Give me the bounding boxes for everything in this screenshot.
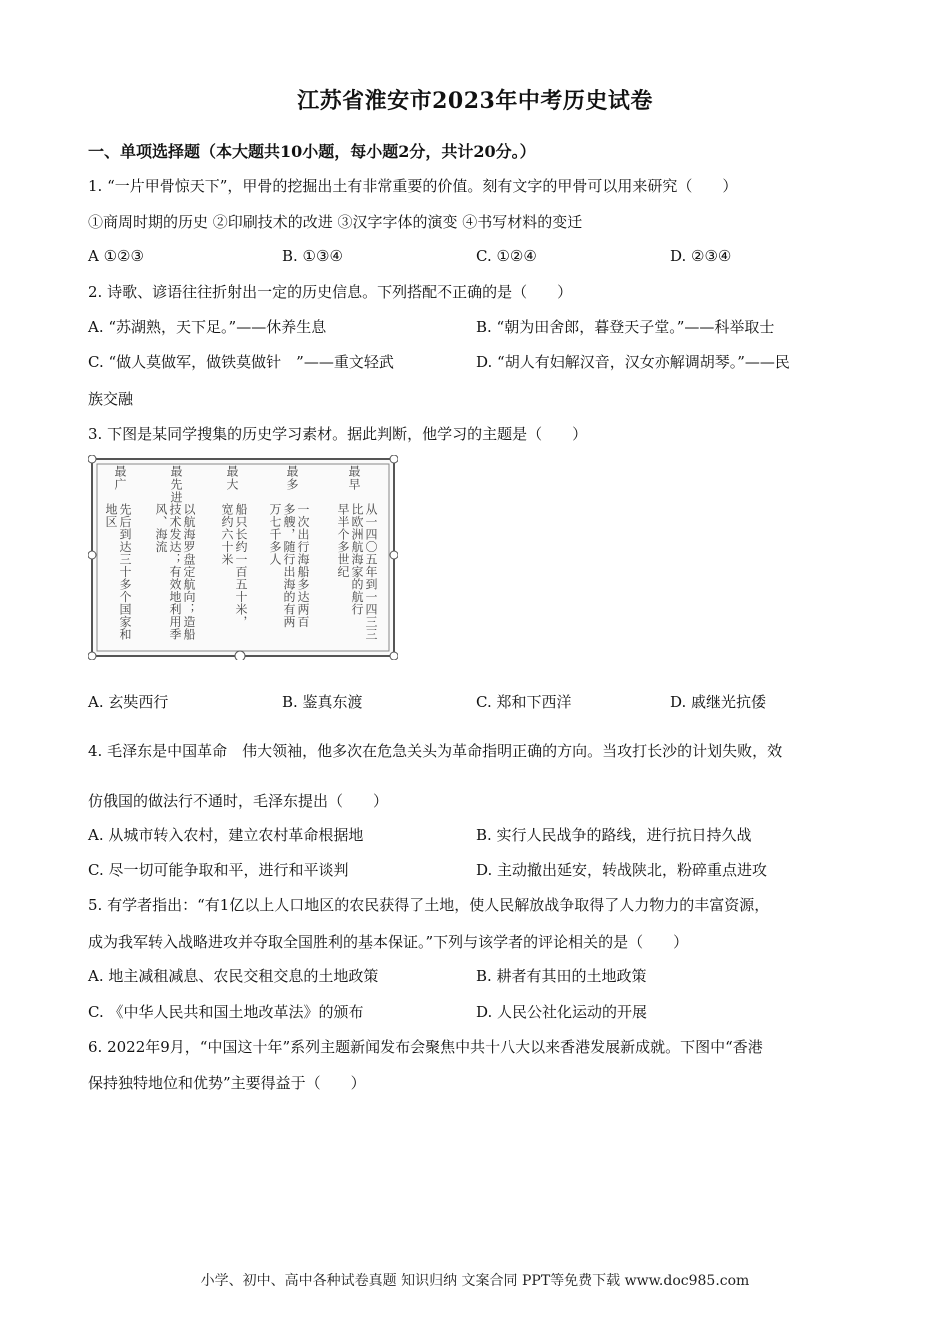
scroll-heading-most: 最多 xyxy=(285,465,299,491)
question-2-option-d: D. “胡人有妇解汉音，汉女亦解调胡琴。”——民 xyxy=(476,353,790,371)
question-6-stem-1: 6. 2022年9月，“中国这十年”系列主题新闻发布会聚焦中共十八大以来香港发展新成就。下图中“香港 xyxy=(88,1038,763,1056)
scroll-text-advanced-3: 风、海流 xyxy=(154,503,168,553)
scroll-heading-largest: 最大 xyxy=(225,465,239,491)
question-3-option-c: C. 郑和下西洋 xyxy=(476,693,572,711)
question-2-option-d-cont: 族交融 xyxy=(88,390,134,408)
scroll-text-earliest-1: 从一四〇五年到一四三三 xyxy=(364,503,378,641)
question-1-option-c: C. ①②④ xyxy=(476,247,537,265)
exam-title: 江苏省淮安市2023年中考历史试卷 xyxy=(297,88,653,114)
scroll-heading-widest: 最广 xyxy=(113,465,127,491)
question-4-stem-1: 4. 毛泽东是中国革命 伟大领袖，他多次在危急关头为革命指明正确的方向。当攻打长沙的计划失败，效 xyxy=(88,742,783,760)
question-5-stem-2: 成为我军转入战略进攻并夺取全国胜利的基本保证。”下列与该学者的评论相关的是（ ） xyxy=(88,933,689,951)
scroll-heading-advanced: 最先进 xyxy=(169,465,183,504)
question-1-stem: 1. “一片甲骨惊天下”，甲骨的挖掘出土有非常重要的价值。刻有文字的甲骨可以用来研究（ ） xyxy=(88,177,738,195)
question-3-option-b: B. 鉴真东渡 xyxy=(282,693,363,711)
scroll-text-largest-2: 宽约六十米 xyxy=(220,503,234,566)
question-6-stem-2: 保持独特地位和优势”主要得益于（ ） xyxy=(88,1074,366,1092)
question-4-option-c: C. 尽一切可能争取和平，进行和平谈判 xyxy=(88,861,349,879)
question-4-option-d: D. 主动撤出延安，转战陕北，粉碎重点进攻 xyxy=(476,861,768,879)
scroll-text-widest-1: 先后到达三十多个国家和 xyxy=(118,503,132,641)
question-4-option-b: B. 实行人民战争的路线，进行抗日持久战 xyxy=(476,826,752,844)
question-1-option-a: A ①②③ xyxy=(88,247,144,265)
question-1-option-d: D. ②③④ xyxy=(670,247,732,265)
question-3-stem: 3. 下图是某同学搜集的历史学习素材。据此判断，他学习的主题是（ ） xyxy=(88,425,588,443)
scroll-text-most-1: 一次出行海船多达两百 xyxy=(296,503,310,628)
question-3-option-a: A. 玄奘西行 xyxy=(88,693,169,711)
question-5-option-a: A. 地主减租减息、农民交租交息的土地政策 xyxy=(88,967,379,985)
scroll-text-largest-1: 船只长约一百五十米， xyxy=(234,503,248,628)
scroll-figure xyxy=(88,455,398,660)
question-4-option-a: A. 从城市转入农村，建立农村革命根据地 xyxy=(88,826,364,844)
scroll-text-advanced-2: 技术发达；有效地利用季 xyxy=(168,503,182,641)
scroll-text-earliest-3: 比欧洲航海家的航行 xyxy=(350,503,364,616)
question-1-items: ①商周时期的历史 ②印刷技术的改进 ③汉字字体的演变 ④书写材料的变迁 xyxy=(88,213,583,231)
question-5-option-b: B. 耕者有其田的土地政策 xyxy=(476,967,647,985)
question-2-stem: 2. 诗歌、谚语往往折射出一定的历史信息。下列搭配不正确的是（ ） xyxy=(88,283,573,301)
question-1-option-b: B. ①③④ xyxy=(282,247,343,265)
scroll-text-most-2: 多艘，随行出海的有两 xyxy=(282,503,296,628)
question-5-option-d: D. 人民公社化运动的开展 xyxy=(476,1003,648,1021)
question-2-option-b: B. “朝为田舍郎，暮登天子堂。”——科举取士 xyxy=(476,318,775,336)
scroll-text-widest-2: 地区 xyxy=(104,503,118,528)
scroll-heading-earliest: 最早 xyxy=(347,465,361,491)
scroll-text-advanced-1: 以航海罗盘定航向；造船 xyxy=(182,503,196,641)
section-heading: 一、单项选择题（本大题共10小题，每小题2分，共计20分。） xyxy=(88,142,536,161)
question-2-option-c: C. “做人莫做军，做铁莫做针 ”——重文轻武 xyxy=(88,353,394,371)
scroll-text-most-3: 万七千多人 xyxy=(268,503,282,566)
question-2-option-a: A. “苏湖熟，天下足。”——休养生息 xyxy=(88,318,327,336)
scroll-text-earliest-2: 早半个多世纪 xyxy=(336,503,350,578)
question-4-stem-2: 仿俄国的做法行不通时，毛泽东提出（ ） xyxy=(88,792,389,810)
page-footer: 小学、初中、高中各种试卷真题 知识归纳 文案合同 PPT等免费下载 www.doc985.com xyxy=(200,1273,750,1289)
question-3-option-d: D. 戚继光抗倭 xyxy=(670,693,767,711)
question-5-option-c: C. 《中华人民共和国土地改革法》的颁布 xyxy=(88,1003,364,1021)
question-5-stem-1: 5. 有学者指出：“有1亿以上人口地区的农民获得了土地，使人民解放战争取得了人力物力的丰富资源， xyxy=(88,896,770,914)
